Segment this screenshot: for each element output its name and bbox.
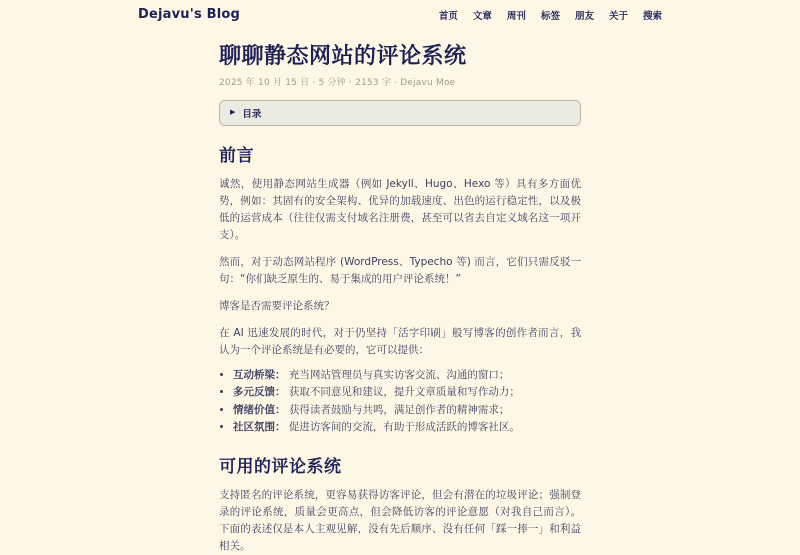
- nav-item-home[interactable]: 首页: [438, 10, 458, 22]
- list-term: 社区氛围：: [233, 421, 286, 433]
- section-heading-preface: 前言: [219, 145, 254, 166]
- triangle-right-icon: ▶: [230, 108, 236, 116]
- main-nav: [439, 8, 662, 22]
- list-text: 获取不同意见和建议，提升文章质量和写作动力；: [285, 386, 520, 398]
- benefits-list: [219, 367, 581, 437]
- list-item: [233, 402, 581, 420]
- nav-item-friends[interactable]: 朋友: [574, 10, 594, 22]
- nav-item-tags[interactable]: 标签: [540, 10, 560, 22]
- article: [219, 43, 581, 555]
- post-meta: 2025 年 10 月 15 日 · 5 分钟 · 2153 字 · Dejavu Moe: [219, 77, 456, 88]
- paragraph: 博客是否需要评论系统？: [219, 299, 335, 312]
- list-term: 互动桥梁：: [233, 368, 286, 381]
- list-term: 情绪价值：: [233, 403, 286, 416]
- paragraph: 支持匿名的评论系统，更容易获得访客评论，但会有潜在的垃圾评论；强制登录的评论系统，质量会更高点，但会降低访客的评论意愿（对我自己而言）。下面的表述仅是本人主观见解，没有先后顺序、没有任何「踩一捧一」和利益相关。: [219, 488, 581, 552]
- site-logo[interactable]: Dejavu's Blog: [138, 7, 241, 22]
- list-text: 获得读者鼓励与共鸣，满足创作者的精神需求；: [285, 403, 510, 416]
- list-item: [233, 384, 581, 402]
- list-term: 多元反馈：: [233, 386, 286, 398]
- toc-toggle[interactable]: [219, 100, 581, 126]
- list-text: 促进访客间的交流，有助于形成活跃的博客社区。: [285, 421, 520, 433]
- site-header: [138, 0, 662, 22]
- nav-item-about[interactable]: 关于: [608, 10, 628, 22]
- list-item: [233, 419, 581, 437]
- nav-item-posts[interactable]: 文章: [472, 10, 492, 22]
- nav-item-weekly[interactable]: 周刊: [506, 10, 526, 22]
- paragraph: 在 AI 迅速发展的时代，对于仍坚持「活字印刷」般写博客的创作者而言，我认为一个评论系统是有必要的，它可以提供：: [219, 326, 581, 356]
- section-heading-systems: 可用的评论系统: [219, 456, 342, 477]
- list-text: 充当网站管理员与真实访客交流、沟通的窗口；: [285, 368, 510, 381]
- list-item: [233, 367, 581, 385]
- paragraph: 诚然，使用静态网站生成器（例如 Jekyll、Hugo、Hexo 等）具有多方面优势，例如：其固有的安全架构、优异的加载速度、出色的运行稳定性，以及极低的运营成本（往往仅需支付域名注册费，甚至可以省去自定义域名这一项开支）。: [219, 177, 581, 241]
- post-title: 聊聊静态网站的评论系统: [219, 44, 467, 69]
- paragraph: 然而，对于动态网站程序 (WordPress、Typecho 等) 而言，它们只需反驳一句：“你们缺乏原生的、易于集成的用户评论系统！”: [219, 255, 581, 285]
- nav-item-search[interactable]: 搜索: [642, 10, 662, 22]
- toc-label: 目录: [242, 108, 262, 120]
